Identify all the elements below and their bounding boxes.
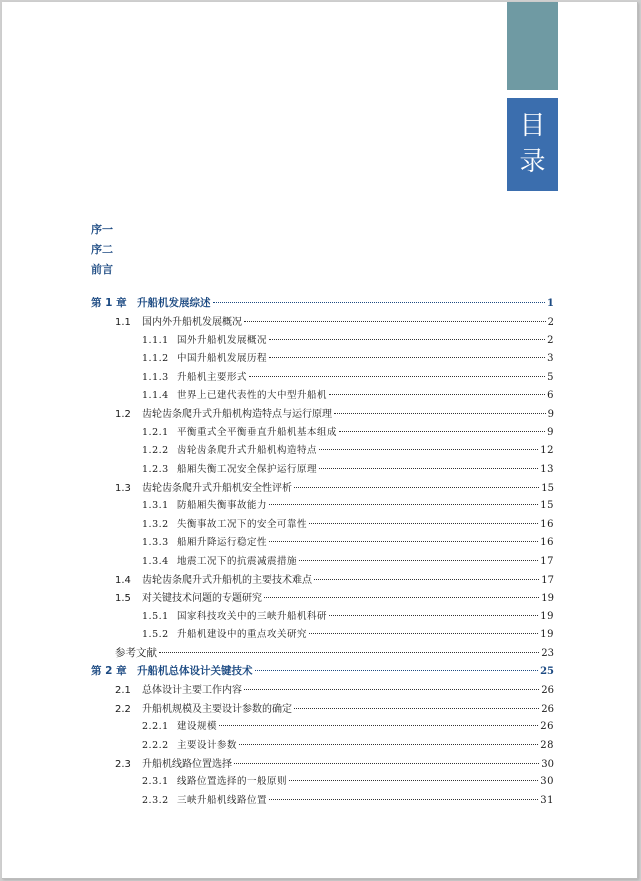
- toc-entry-page-number: 9: [547, 426, 554, 438]
- toc-entry-page-number: 19: [540, 629, 554, 641]
- toc-entry-page-number: 12: [540, 445, 554, 457]
- toc-entry-page-number: 9: [547, 409, 554, 421]
- toc-entry[interactable]: [142, 718, 554, 736]
- toc-dot-leader: [269, 339, 545, 340]
- toc-entry-title: 齿轮齿条爬升式升船机构造特点: [177, 445, 318, 457]
- toc-entry-title: 升船机发展综述: [137, 297, 211, 309]
- toc-entry-title: 齿轮齿条爬升式升船机的主要技术难点: [142, 575, 312, 586]
- toc-entry-title: 中国升船机发展历程: [177, 353, 268, 365]
- toc-dot-leader: [339, 431, 545, 432]
- toc-entry-page-number: 17: [540, 555, 554, 567]
- toc-dot-leader: [319, 449, 538, 450]
- toc-entry[interactable]: [142, 626, 554, 644]
- toc-entry-page-number: 5: [547, 371, 554, 383]
- toc-entry[interactable]: [142, 553, 554, 571]
- toc-entry-title: 地震工况下的抗震减震措施: [177, 555, 298, 567]
- toc-entry-page-number: 26: [541, 703, 554, 715]
- front-matter-foreword[interactable]: 前言: [91, 263, 113, 276]
- toc-entry-page-number: 30: [541, 759, 554, 770]
- toc-dot-leader: [269, 541, 538, 542]
- toc-entry[interactable]: [91, 663, 554, 681]
- toc-entry[interactable]: [142, 737, 554, 755]
- toc-entry-page-number: 13: [540, 463, 554, 475]
- toc-entry-title: 平衡重式全平衡垂直升船机基本组成: [177, 426, 338, 438]
- toc-entry-title: 升船机主要形式: [177, 371, 248, 383]
- toc-entry[interactable]: [142, 424, 554, 442]
- toc-entry-number: 1.5.1: [142, 610, 169, 622]
- toc-entry-title: 船厢升降运行稳定性: [177, 537, 268, 549]
- toc-entry[interactable]: [115, 700, 554, 718]
- toc-dot-leader: [269, 504, 538, 505]
- contents-tab: [507, 98, 558, 191]
- toc-entry[interactable]: [115, 405, 554, 423]
- toc-entry[interactable]: [142, 350, 554, 368]
- toc-dot-leader: [309, 523, 538, 524]
- toc-entry-title: 对关键技术问题的专题研究: [142, 593, 262, 605]
- toc-entry-title: 国外升船机发展概况: [177, 334, 268, 346]
- toc-entry[interactable]: [91, 295, 554, 313]
- front-matter-preface-2[interactable]: 序二: [91, 243, 113, 256]
- toc-entry-title: 升船机规模及主要设计参数的确定: [142, 703, 292, 715]
- toc-entry-page-number: 3: [547, 353, 554, 365]
- toc-entry[interactable]: [142, 369, 554, 387]
- toc-dot-leader: [269, 357, 545, 358]
- decorative-tab: [507, 2, 558, 90]
- toc-dot-leader: [329, 394, 545, 395]
- toc-entry[interactable]: [142, 516, 554, 534]
- toc-entry-page-number: 30: [540, 776, 554, 788]
- front-matter-preface-1[interactable]: 序一: [91, 223, 113, 236]
- toc-entry-title: 国家科技攻关中的三峡升船机科研: [177, 610, 328, 622]
- toc-dot-leader: [319, 468, 538, 469]
- toc-entry-page-number: 2: [547, 317, 554, 329]
- toc-entry-number: 2.3.1: [142, 776, 169, 788]
- toc-entry[interactable]: [142, 461, 554, 479]
- toc-dot-leader: [294, 487, 539, 488]
- toc-entry-number: 1.3.2: [142, 518, 169, 530]
- toc-dot-leader: [159, 652, 539, 653]
- toc-entry-number: 1.1.2: [142, 353, 169, 365]
- contents-tab-char-1: 目: [519, 111, 546, 141]
- toc-entry-title: 主要设计参数: [177, 739, 238, 751]
- toc-entry-title: 升船机线路位置选择: [142, 759, 232, 770]
- toc-entry-page-number: 23: [541, 647, 554, 659]
- toc-entry-page-number: 19: [541, 593, 554, 605]
- toc-entry-number: 1.1.1: [142, 334, 169, 346]
- toc-entry-page-number: 16: [540, 518, 554, 530]
- toc-entry-title: 齿轮齿条爬升式升船机安全性评析: [142, 483, 292, 494]
- toc-entry-number: 1.5: [115, 593, 131, 605]
- toc-entry-title: 国内外升船机发展概况: [142, 317, 242, 329]
- toc-entry[interactable]: [115, 589, 554, 607]
- toc-entry-title: 升船机建设中的重点攻关研究: [177, 629, 308, 641]
- toc-entry-title: 线路位置选择的一般原则: [177, 776, 288, 788]
- toc-entry-number: 1.2: [115, 409, 131, 421]
- toc-dot-leader: [264, 597, 539, 598]
- document-page: [2, 2, 638, 879]
- toc-entry-page-number: 2: [547, 334, 554, 346]
- toc-entry-number: 2.3: [115, 759, 131, 770]
- toc-entry-page-number: 26: [540, 721, 554, 733]
- toc-entry-number: 1.3: [115, 483, 131, 494]
- toc-entry-number: 1.3.1: [142, 500, 169, 512]
- toc-entry[interactable]: [142, 773, 554, 791]
- toc-entry-page-number: 1: [547, 298, 554, 309]
- toc-entry-number: 1.1.4: [142, 390, 169, 401]
- toc-entry[interactable]: [115, 313, 554, 331]
- toc-entry[interactable]: [115, 681, 554, 699]
- toc-entry[interactable]: [142, 387, 554, 405]
- toc-dot-leader: [234, 763, 539, 764]
- toc-entry-title: 船厢失衡工况安全保护运行原理: [177, 463, 318, 475]
- toc-entry[interactable]: [115, 755, 554, 773]
- contents-tab-char-2: 录: [519, 147, 546, 177]
- toc-entry-title: 失衡事故工况下的安全可靠性: [177, 518, 308, 530]
- toc-entry-title: 齿轮齿条爬升式升船机构造特点与运行原理: [142, 409, 332, 421]
- toc-entry-title: 升船机总体设计关键技术: [137, 665, 253, 677]
- toc-entry-number: 第 1 章: [91, 297, 127, 309]
- toc-entry[interactable]: [142, 608, 554, 626]
- toc-entry-page-number: 15: [540, 500, 554, 512]
- toc-entry-number: 1.5.2: [142, 629, 169, 641]
- toc-entry-title: 三峡升船机线路位置: [177, 794, 268, 806]
- toc-entry-title: 总体设计主要工作内容: [142, 685, 242, 697]
- toc-dot-leader: [244, 321, 546, 322]
- toc-entry[interactable]: [115, 479, 554, 497]
- toc-entry-number: 1.4: [115, 575, 131, 586]
- toc-entry[interactable]: [142, 534, 554, 552]
- toc-dot-leader: [244, 689, 539, 690]
- toc-dot-leader: [314, 579, 539, 580]
- toc-entry-title: 世界上已建代表性的大中型升船机: [177, 390, 328, 401]
- toc-entry[interactable]: [115, 645, 554, 663]
- toc-entry-number: 2.2: [115, 703, 131, 715]
- toc-entry[interactable]: [142, 332, 554, 350]
- toc-entry-number: 2.2.2: [142, 739, 169, 751]
- toc-dot-leader: [219, 725, 538, 726]
- toc-entry-page-number: 6: [547, 390, 554, 401]
- toc-entry-page-number: 15: [541, 483, 554, 494]
- toc-entry-title: 防船厢失衡事故能力: [177, 500, 268, 512]
- toc-entry-page-number: 25: [540, 666, 554, 677]
- toc-dot-leader: [299, 560, 538, 561]
- toc-entry-number: 2.2.1: [142, 721, 169, 733]
- toc-entry-number: 2.1: [115, 685, 131, 697]
- toc-entry-number: 2.3.2: [142, 794, 169, 806]
- toc-entry-number: 1.2.3: [142, 463, 169, 475]
- toc-entry-number: 1.3.3: [142, 537, 169, 549]
- toc-entry-page-number: 19: [540, 610, 554, 622]
- toc-entry-title: 参考文献: [115, 646, 157, 659]
- toc-entry-page-number: 26: [541, 685, 554, 697]
- toc-entry-page-number: 31: [540, 794, 554, 806]
- toc-dot-leader: [239, 744, 538, 745]
- toc-entry[interactable]: [115, 571, 554, 589]
- toc-dot-leader: [213, 302, 546, 303]
- toc-entry[interactable]: [142, 792, 554, 810]
- toc-dot-leader: [309, 633, 538, 634]
- toc-dot-leader: [255, 670, 539, 671]
- toc-entry[interactable]: [142, 497, 554, 515]
- toc-dot-leader: [289, 780, 538, 781]
- toc-entry-number: 1.1.3: [142, 371, 169, 383]
- toc-dot-leader: [294, 708, 539, 709]
- toc-entry-number: 1.3.4: [142, 555, 169, 567]
- toc-dot-leader: [269, 799, 538, 800]
- toc-entry-title: 建设规模: [177, 721, 218, 733]
- toc-entry[interactable]: [142, 442, 554, 460]
- toc-entry-number: 1.2.2: [142, 445, 169, 457]
- toc-entry-page-number: 16: [540, 537, 554, 549]
- toc-entry-page-number: 28: [540, 739, 554, 751]
- toc-dot-leader: [334, 413, 546, 414]
- toc-entry-number: 1.1: [115, 317, 131, 329]
- toc-entry-number: 1.2.1: [142, 426, 169, 438]
- toc-dot-leader: [249, 376, 545, 377]
- toc-dot-leader: [329, 615, 538, 616]
- toc-entry-number: 第 2 章: [91, 665, 127, 677]
- toc-entry-page-number: 17: [541, 575, 554, 586]
